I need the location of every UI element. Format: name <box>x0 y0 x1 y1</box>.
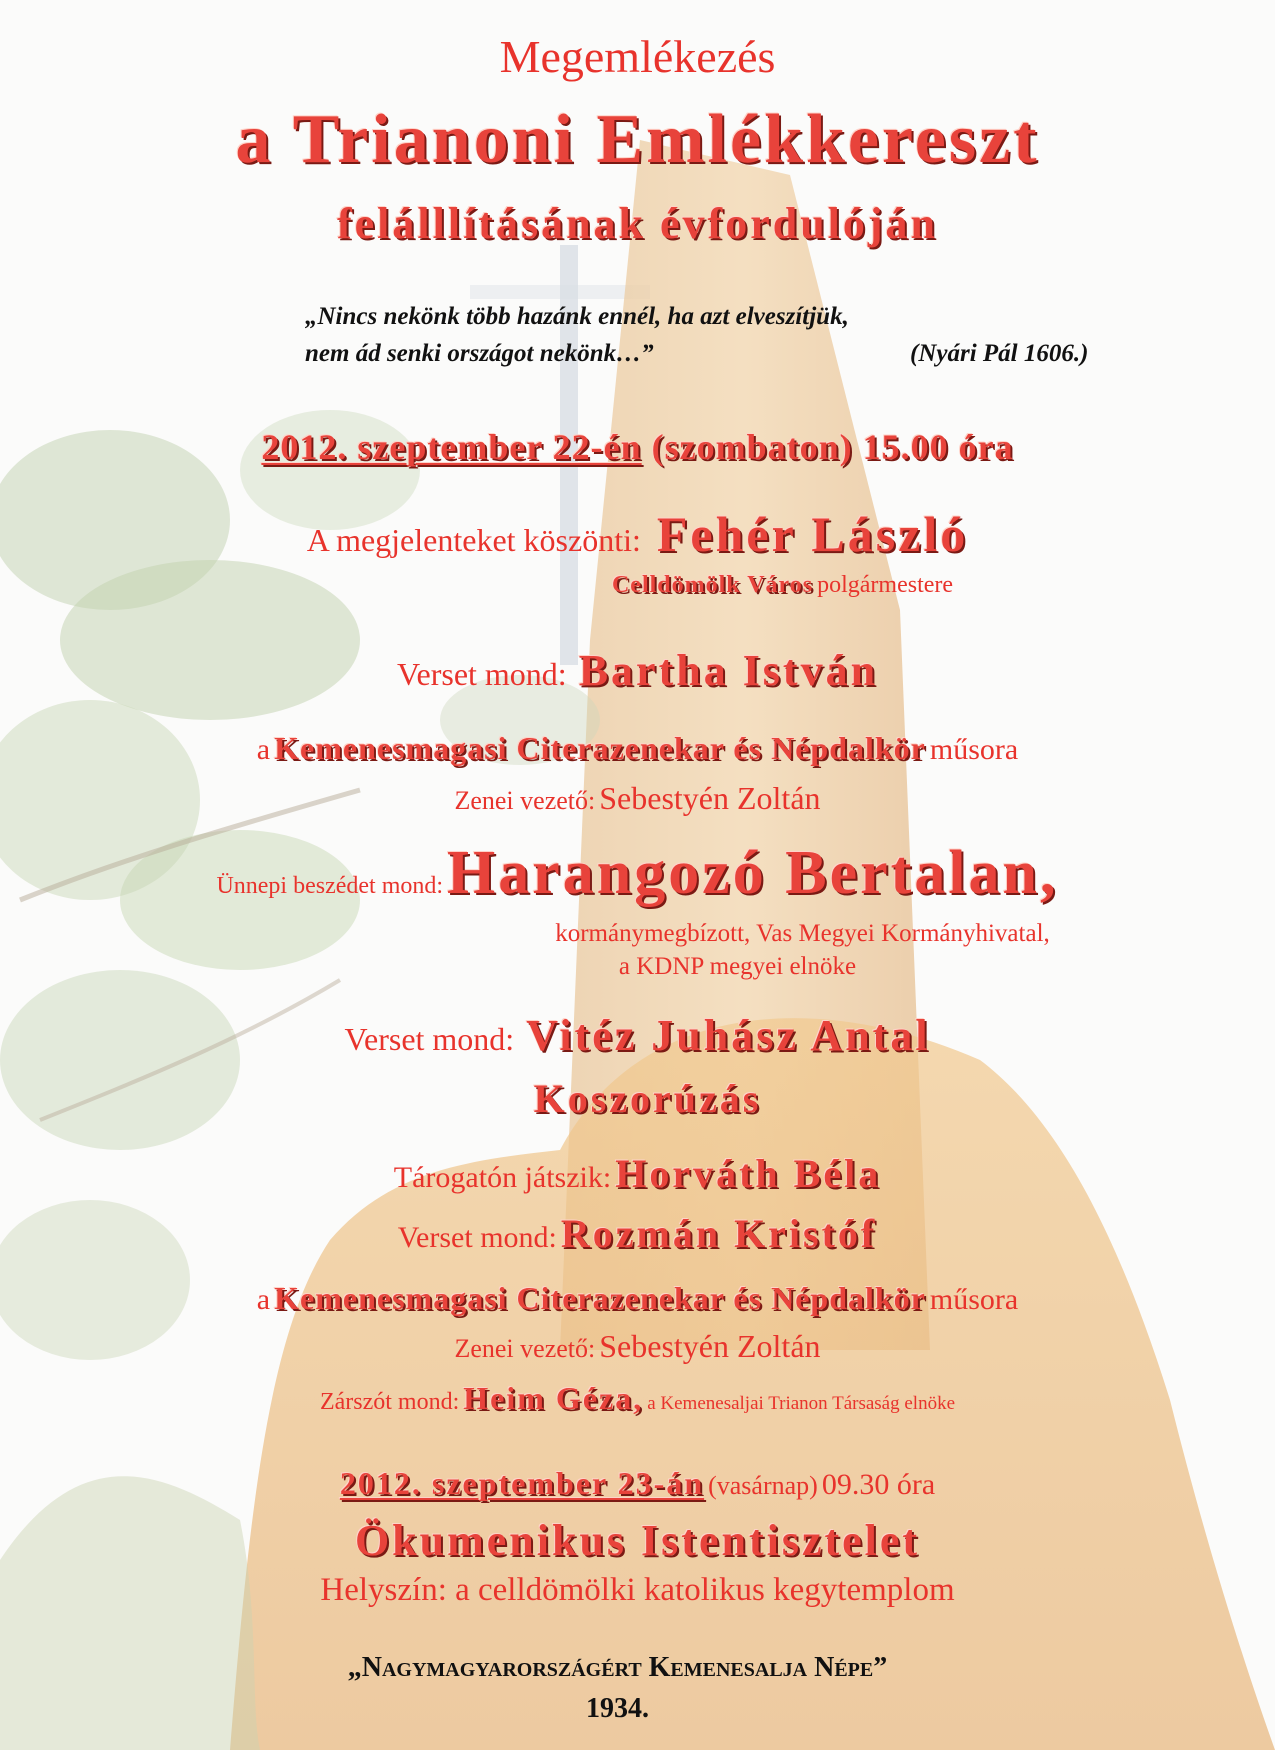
prefix: a <box>256 1283 271 1316</box>
performer-name: Rozmán Kristóf <box>560 1211 878 1256</box>
subtitle-plain: polgármestere <box>817 572 954 598</box>
program-item-poem-3 <box>0 1210 1275 1257</box>
wreath-laying: Koszorúzás <box>533 1076 762 1121</box>
day2-title: Ökumenikus Istentisztelet <box>354 1516 921 1565</box>
role-label: Ünnepi beszédet mond: <box>216 873 444 899</box>
day2-time: 09.30 óra <box>821 1468 936 1501</box>
speaker-desc: a Kemenesaljai Trianon Társaság elnöke <box>647 1393 956 1414</box>
program-item-conductor-1 <box>0 780 1275 817</box>
quote-line-2: nem ád senki országot nekönk…” <box>305 340 654 367</box>
program-item-choir-1 <box>0 730 1275 767</box>
suffix: műsora <box>929 733 1019 766</box>
performer-name: Horváth Béla <box>615 1151 882 1196</box>
day1-date: 2012. szeptember 22-én <box>261 427 642 467</box>
performer-name: Bartha István <box>578 646 879 695</box>
day1-weekday: (szombaton) <box>651 427 853 467</box>
conductor-name: Sebestyén Zoltán <box>599 1328 821 1364</box>
ensemble-name: Kemenesmagasi Citerazenekar és Népdalkör <box>274 730 926 766</box>
program-item-tarogato <box>0 1150 1275 1197</box>
quote-line-1: „Nincs nekönk több hazánk ennél, ha azt elveszítjük, <box>305 303 849 330</box>
speaker-desc-1: kormánymegbízott, Vas Megyei Kormányhivatal, <box>555 920 1050 947</box>
greeting-subtitle <box>0 572 1275 599</box>
suffix: műsora <box>929 1283 1019 1316</box>
speaker-name: Harangozó Bertalan, <box>447 839 1059 907</box>
day1-time: 15.00 óra <box>862 427 1014 467</box>
day2-datetime <box>0 1465 1275 1502</box>
role-label: Verset mond: <box>396 656 567 692</box>
role-label: A megjelenteket köszönti: <box>306 522 641 558</box>
role-label: Zenei vezető: <box>454 786 596 815</box>
conductor-name: Sebestyén Zoltán <box>599 780 821 816</box>
day2-weekday: (vasárnap) <box>708 1471 818 1500</box>
role-label: Verset mond: <box>344 1021 515 1057</box>
program-item-poem-1 <box>0 645 1275 696</box>
program-item-poem-2 <box>0 1010 1275 1061</box>
speaker-desc-2: a KDNP megyei elnöke <box>618 953 857 980</box>
footer-organization: „Nagymagyarországért Kemenesalja Népe” <box>347 1652 888 1683</box>
footer-year: 1934. <box>586 1693 649 1724</box>
role-label: Tárogatón játszik: <box>393 1161 612 1194</box>
header-line-3: felálllításának évfordulóján <box>336 199 939 248</box>
prefix: a <box>256 733 271 766</box>
speaker-name: Heim Géza, <box>463 1380 644 1416</box>
speaker-name: Fehér László <box>656 506 969 562</box>
program-item-choir-2 <box>0 1280 1275 1317</box>
day2-date: 2012. szeptember 23-án <box>339 1465 705 1501</box>
header-title: a Trianoni Emlékkereszt <box>235 101 1040 178</box>
day2-location: Helyszín: a celldömölki katolikus kegytemplom <box>320 1572 955 1608</box>
role-label: Verset mond: <box>397 1221 557 1254</box>
role-label: Zárszót mond: <box>319 1389 460 1415</box>
performer-name: Vitéz Juhász Antal <box>526 1011 931 1060</box>
quote-source: (Nyári Pál 1606.) <box>910 340 1089 367</box>
program-item-closing <box>0 1380 1275 1417</box>
program-item-speech <box>0 838 1275 909</box>
ensemble-name: Kemenesmagasi Citerazenekar és Népdalkör <box>274 1280 926 1316</box>
program-item-greeting <box>0 505 1275 563</box>
role-label: Zenei vezető: <box>454 1334 596 1363</box>
day1-datetime <box>0 426 1275 468</box>
subtitle-bold: Celldömölk Város <box>611 572 814 598</box>
program-item-conductor-2 <box>0 1328 1275 1365</box>
header-line-1: Megemlékezés <box>499 31 776 82</box>
